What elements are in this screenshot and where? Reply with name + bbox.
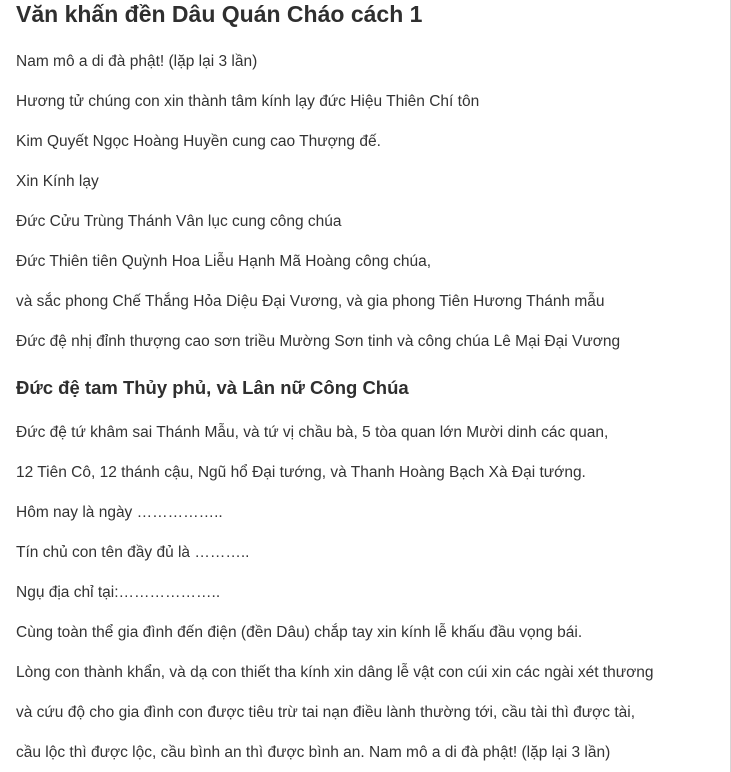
paragraph: Xin Kính lạy: [16, 173, 99, 190]
paragraph: Tín chủ con tên đầy đủ là ………..: [16, 544, 250, 561]
paragraph: Đức đệ nhị đỉnh thượng cao sơn triều Mường Sơn tinh và công chúa Lê Mại Đại Vương: [16, 333, 621, 350]
paragraph: Nam mô a di đà phật! (lặp lại 3 lần): [16, 53, 258, 70]
paragraph: Đức Cửu Trùng Thánh Vân lục cung công chúa: [16, 213, 342, 230]
paragraph: Đức đệ tứ khâm sai Thánh Mẫu, và tứ vị chầu bà, 5 tòa quan lớn Mười dinh các quan,: [16, 424, 609, 441]
page-title: Văn khấn đền Dâu Quán Cháo cách 1: [16, 1, 423, 27]
paragraph: Lòng con thành khẩn, và dạ con thiết tha kính xin dâng lễ vật con cúi xin các ngài xét thương: [16, 664, 654, 681]
paragraph: Kim Quyết Ngọc Hoàng Huyền cung cao Thượng đế.: [16, 133, 381, 150]
paragraph: và sắc phong Chế Thắng Hỏa Diệu Đại Vương, và gia phong Tiên Hương Thánh mẫu: [16, 293, 605, 310]
paragraph: và cứu độ cho gia đình con được tiêu trừ tai nạn điều lành thường tới, cầu tài thì được tài,: [16, 704, 636, 721]
paragraph: Đức Thiên tiên Quỳnh Hoa Liễu Hạnh Mã Hoàng công chúa,: [16, 253, 432, 270]
paragraph: 12 Tiên Cô, 12 thánh cậu, Ngũ hổ Đại tướng, và Thanh Hoàng Bạch Xà Đại tướng.: [16, 464, 586, 481]
paragraph: cầu lộc thì được lộc, cầu bình an thì được bình an. Nam mô a di đà phật! (lặp lại 3 lần): [16, 744, 611, 761]
paragraph: Ngụ địa chỉ tại:………………..: [16, 584, 221, 601]
paragraph: Cùng toàn thể gia đình đến điện (đền Dâu) chắp tay xin kính lễ khấu đầu vọng bái.: [16, 624, 583, 641]
paragraph: Hôm nay là ngày ……………..: [16, 504, 223, 521]
section-subheading: Đức đệ tam Thủy phủ, và Lân nữ Công Chúa: [16, 377, 409, 398]
paragraph: Hương tử chúng con xin thành tâm kính lạy đức Hiệu Thiên Chí tôn: [16, 93, 480, 110]
